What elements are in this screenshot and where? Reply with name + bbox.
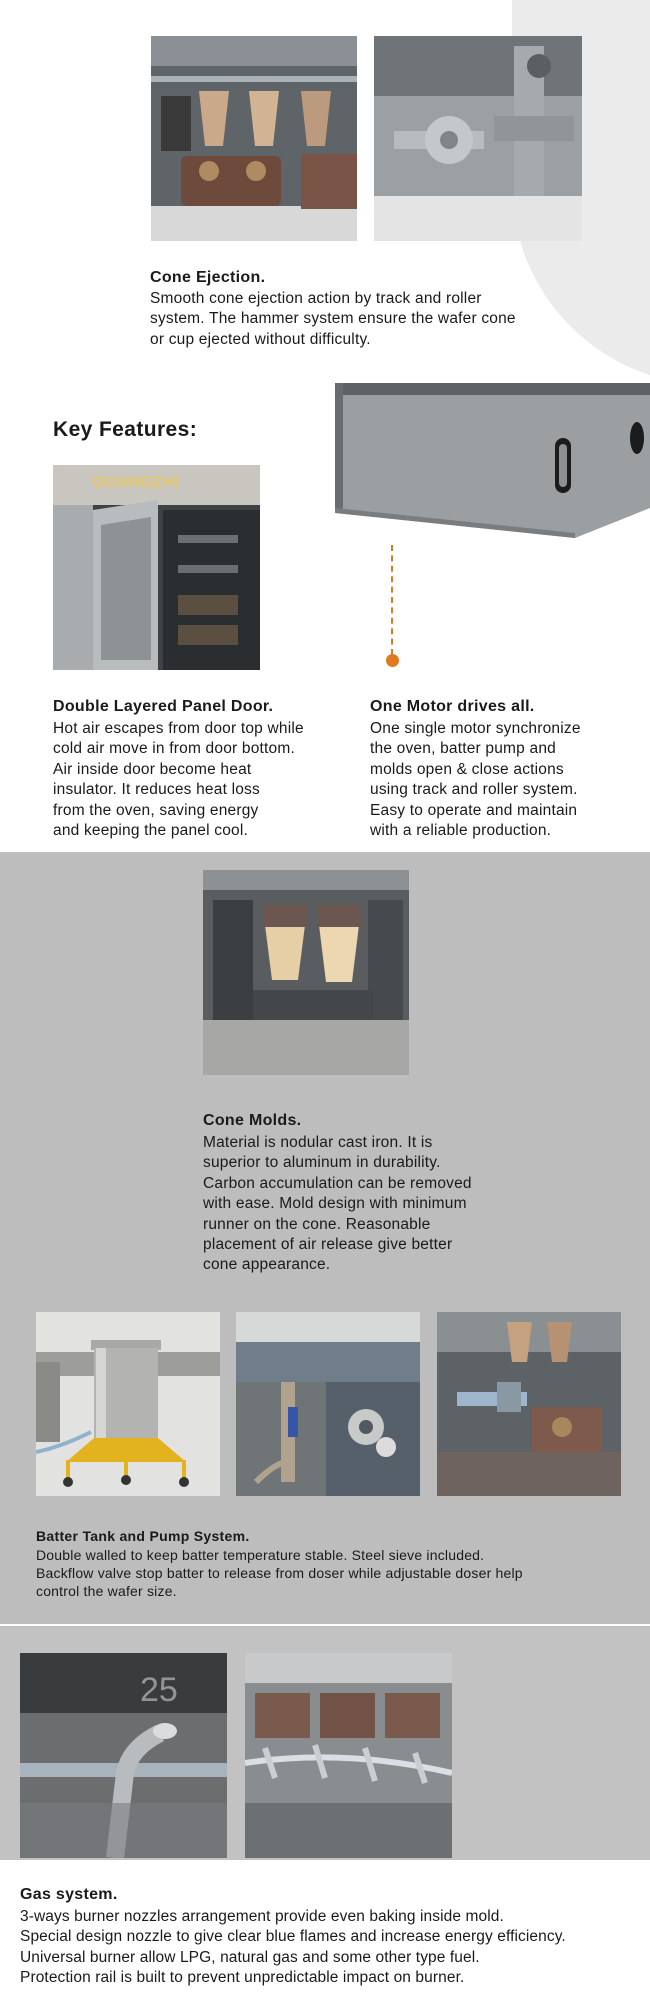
batter-tank-photo <box>36 1312 220 1496</box>
gas-system-title: Gas system. <box>20 1886 118 1903</box>
one-motor-body: One single motor synchronize the oven, batter pump and molds open & close actions using track and roller system. Easy to operate and maintain with a reliable production. <box>370 720 581 840</box>
cone-ejection-photo-molds <box>151 36 357 241</box>
callout-line <box>391 545 393 655</box>
batter-tank-body: Double walled to keep batter temperature stable. Steel sieve included. Backflow valve stop batter to release from doser while adjustable doser help control the wafer size. <box>36 1547 523 1599</box>
panel-door-body: Hot air escapes from door top while cold air move in from door bottom. Air inside door become heat insulator. It reduces heat loss from the oven, saving energy and keeping the panel cool. <box>53 720 304 840</box>
callout-dot <box>386 654 399 667</box>
panel-door-photo <box>53 465 260 670</box>
doser-photo <box>437 1312 621 1496</box>
key-features-heading: Key Features: <box>53 418 198 441</box>
cone-ejection-body: Smooth cone ejection action by track and roller system. The hammer system ensure the wafer cone or cup ejected without difficulty. <box>150 290 516 348</box>
pump-valve-photo <box>236 1312 420 1496</box>
panel-door-title: Double Layered Panel Door. <box>53 698 274 715</box>
one-motor-title: One Motor drives all. <box>370 698 535 715</box>
gas-system-body: 3-ways burner nozzles arrangement provide even baking inside mold. Special design nozzle to give clear blue flames and increase energy efficiency. Universal burner allow LPG, natural gas and some other type fuel. Protection rail is built to prevent unpredictable impact on burner. <box>20 1908 566 1986</box>
svg-text:GUANGZHI: GUANGZHI <box>93 474 179 491</box>
cone-molds-body: Material is nodular cast iron. It is superior to aluminum in durability. Carbon accumulation can be removed with ease. Mold design with minimum runner on the cone. Reasonable placement of air release give better cone appearance. <box>203 1134 472 1274</box>
batter-tank-title: Batter Tank and Pump System. <box>36 1528 250 1544</box>
cone-ejection-title: Cone Ejection. <box>150 269 266 286</box>
cone-molds-title: Cone Molds. <box>203 1112 302 1129</box>
svg-text:25: 25 <box>140 1671 178 1709</box>
cone-molds-photo <box>203 870 409 1075</box>
burner-nozzle-photo <box>20 1653 227 1858</box>
cone-ejection-photo-roller <box>374 36 582 241</box>
burner-rail-photo <box>245 1653 452 1858</box>
motor-cabinet-photo <box>335 383 650 538</box>
